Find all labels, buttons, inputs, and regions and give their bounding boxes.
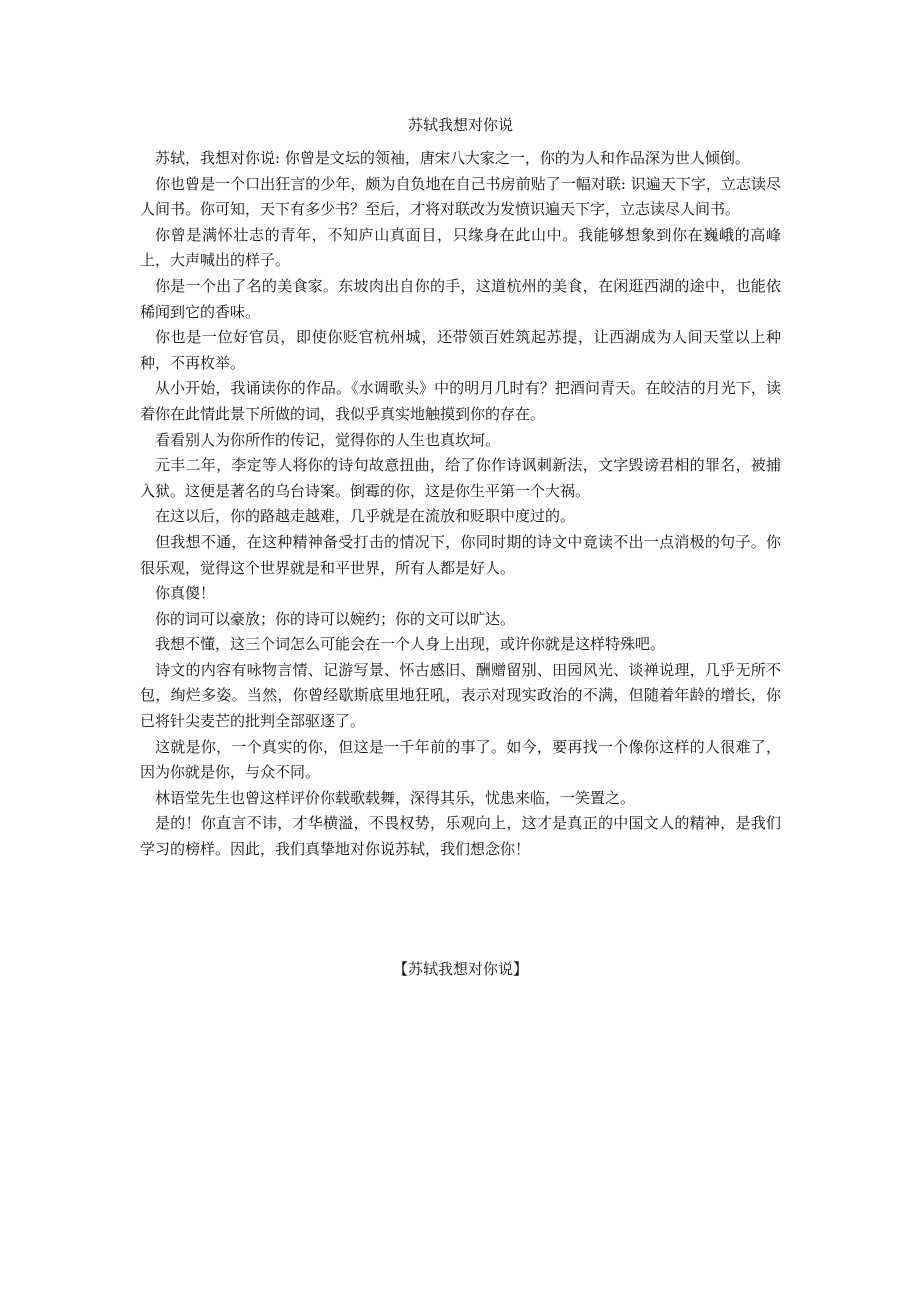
document-title: 苏轼我想对你说: [407, 116, 513, 134]
paragraph: 你也曾是一个口出狂言的少年，颇为自负地在自己书房前贴了一幅对联: 识遍天下字，立志读尽人间书。你可知，天下有多少书？至后，才将对联改为发愤识遍天下字，立志读尽人间书。: [140, 174, 781, 219]
paragraph: 苏轼，我想对你说: 你曾是文坛的领袖，唐宋八大家之一，你的为人和作品深为世人倾倒。: [155, 149, 750, 167]
paragraph: 但我想不通，在这种精神备受打击的情况下，你同时期的诗文中竟读不出一点消极的句子。你很乐观，觉得这个世界就是和平世界，所有人都是好人。: [140, 532, 781, 577]
document-page: [140, 112, 781, 863]
paragraph: 诗文的内容有咏物言情、记游写景、怀古感旧、酬赠留别、田园风光、谈禅说理，几乎无所不包，绚烂多姿。当然，你曾经歇斯底里地狂吼，表示对现实政治的不满，但随着年龄的增长，你已将针尖麦芒的批判全部驱逐了。: [140, 660, 781, 731]
paragraph: 这就是你，一个真实的你，但这是一千年前的事了。如今，要再找一个像你这样的人很难了，因为你就是你，与众不同。: [140, 737, 781, 782]
footer-title: 【苏轼我想对你说】: [392, 960, 528, 978]
paragraph: 你曾是满怀壮志的青年，不知庐山真面目，只缘身在此山中。我能够想象到你在巍峨的高峰上，大声喊出的样子。: [140, 225, 781, 270]
paragraph: 是的！你直言不讳，才华横溢，不畏权势，乐观向上，这才是真正的中国文人的精神，是我们学习的榜样。因此，我们真挚地对你说苏轼，我们想念你！: [140, 814, 781, 859]
paragraph: 看看别人为你所作的传记，觉得你的人生也真坎坷。: [155, 430, 501, 449]
paragraph: 在这以后，你的路越走越难，几乎就是在流放和贬职中度过的。: [155, 507, 576, 526]
paragraph: 你的词可以豪放；你的诗可以婉约；你的文可以旷达。: [155, 609, 516, 628]
paragraph: 你是一个出了名的美食家。东坡肉出自你的手，这道杭州的美食，在闲逛西湖的途中，也能依稀闻到它的香味。: [140, 276, 781, 321]
paragraph: 从小开始，我诵读你的作品。《水调歌头》中的明月几时有？把酒问青天。在皎洁的月光下，读着你在此情此景下所做的词，我似乎真实地触摸到你的存在。: [140, 379, 781, 423]
paragraph: 林语堂先生也曾这样评价你载歌载舞，深得其乐，忧患来临，一笑置之。: [155, 788, 636, 807]
paragraph: 你也是一位好官员，即使你贬官杭州城，还带领百姓筑起苏提，让西湖成为人间天堂以上种种，不再枚举。: [140, 328, 781, 372]
paragraph: 我想不懂，这三个词怎么可能会在一个人身上出现，或许你就是这样特殊吧。: [155, 635, 666, 654]
paragraph: 元丰二年，李定等人将你的诗句故意扭曲，给了你作诗讽刺新法，文字毁谤君相的罪名，被捕入狱。这便是著名的乌台诗案。倒霉的你，这是你生平第一个大祸。: [140, 456, 781, 500]
document-body: [140, 146, 781, 863]
paragraph: 你真傻！: [155, 584, 216, 603]
